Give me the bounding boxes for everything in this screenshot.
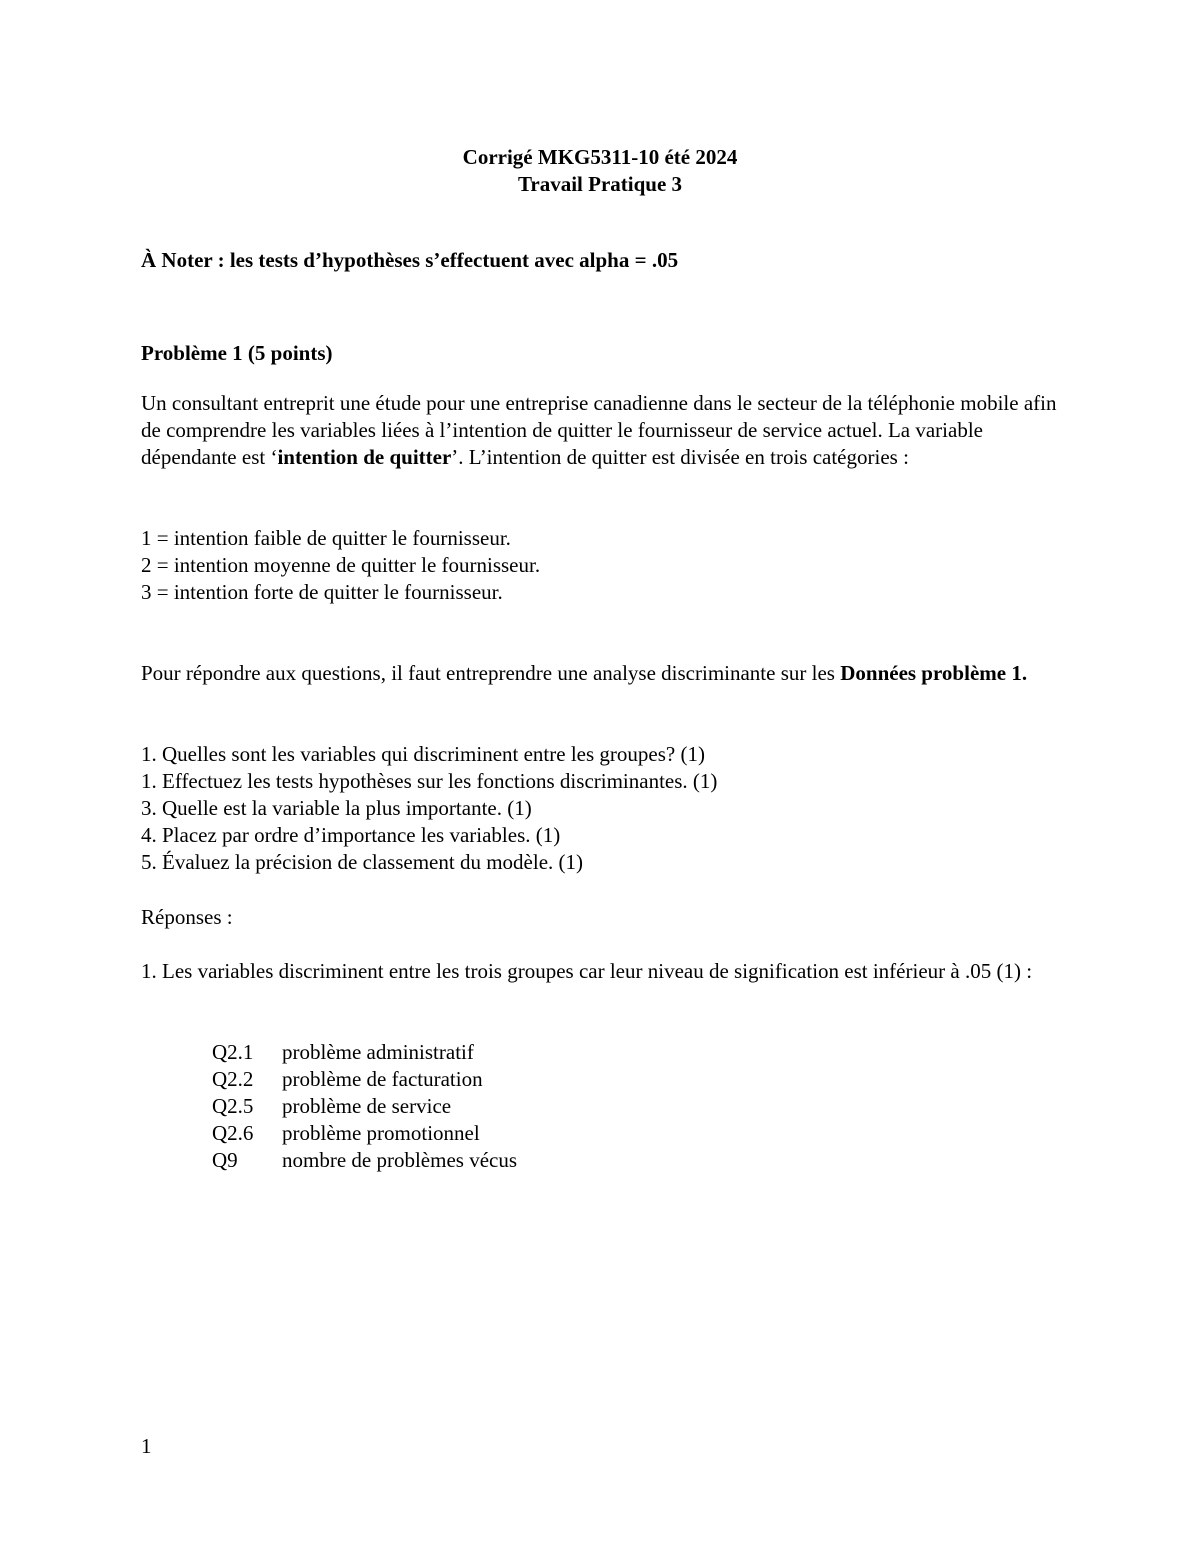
variable-row: [212, 1066, 517, 1093]
question-item: 3. Quelle est la variable la plus importante. (1): [141, 796, 532, 820]
variable-row: [212, 1120, 517, 1147]
alpha-note: À Noter : les tests d’hypothèses s’effectuent avec alpha = .05: [141, 248, 679, 272]
variable-row: [212, 1039, 517, 1066]
answers-label: Réponses :: [141, 905, 233, 929]
intro-text-start: Un consultant entreprit une étude pour une entreprise canadienne dans le secteur de la téléphonie mobile afin de comprendre les variables liées à l’intention de quitter le fournisseur de service actuel. La variable dépendante est ‘: [141, 391, 1057, 469]
question-item: 4. Placez par ordre d’importance les variables. (1): [141, 823, 561, 847]
variable-list: [212, 1039, 517, 1174]
variable-label: problème promotionnel: [282, 1121, 480, 1145]
category-item: 3 = intention forte de quitter le fournisseur.: [141, 580, 503, 604]
question-item: 5. Évaluez la précision de classement du modèle. (1): [141, 850, 584, 874]
analysis-instruction: [141, 660, 1071, 687]
problem-heading: Problème 1 (5 points): [141, 341, 333, 365]
document-title: Corrigé MKG5311-10 été 2024: [462, 145, 738, 169]
dependent-variable-name: intention de quitter: [277, 445, 452, 469]
instruction-text: Pour répondre aux questions, il faut entreprendre une analyse discriminante sur les: [141, 661, 841, 685]
intro-text-end: ’. L’intention de quitter est divisée en trois catégories :: [451, 445, 909, 469]
variable-row: [212, 1093, 517, 1120]
page-number: 1: [141, 1434, 152, 1458]
variable-code: Q2.2: [212, 1067, 254, 1091]
variable-code: Q9: [212, 1148, 238, 1172]
problem-intro: [141, 390, 1071, 471]
question-item: 1. Quelles sont les variables qui discriminent entre les groupes? (1): [141, 742, 705, 766]
variable-code: Q2.5: [212, 1094, 254, 1118]
category-list: [141, 525, 1071, 606]
question-item: 1. Effectuez les tests hypothèses sur les fonctions discriminantes. (1): [141, 769, 718, 793]
document-subtitle: Travail Pratique 3: [517, 172, 683, 196]
variable-row: [212, 1147, 517, 1174]
variable-label: problème administratif: [282, 1040, 474, 1064]
variable-label: nombre de problèmes vécus: [282, 1148, 518, 1172]
variable-label: problème de facturation: [282, 1067, 483, 1091]
answer-1-text: 1. Les variables discriminent entre les trois groupes car leur niveau de signification est inférieur à .05 (1) :: [141, 959, 1033, 983]
variable-label: problème de service: [282, 1094, 452, 1118]
variable-code: Q2.6: [212, 1121, 254, 1145]
category-item: 1 = intention faible de quitter le fournisseur.: [141, 526, 511, 550]
dataset-name: Données problème 1.: [840, 661, 1028, 685]
category-item: 2 = intention moyenne de quitter le fournisseur.: [141, 553, 541, 577]
question-list: [141, 741, 1071, 876]
variable-code: Q2.1: [212, 1040, 254, 1064]
